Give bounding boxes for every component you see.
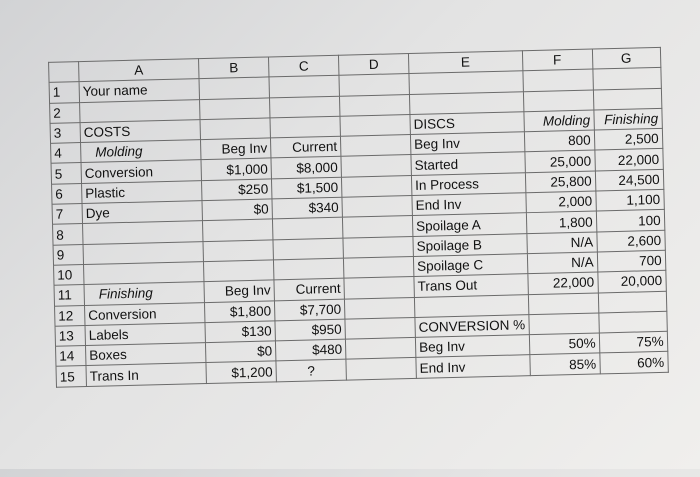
- cell-g7[interactable]: 1,100: [595, 189, 663, 211]
- cell-e14[interactable]: Beg Inv: [415, 335, 529, 358]
- cell-c5[interactable]: $8,000: [271, 157, 341, 179]
- cell-d8[interactable]: [342, 216, 412, 238]
- row-number[interactable]: 14: [56, 346, 86, 367]
- cell-f4[interactable]: 800: [524, 130, 594, 152]
- cell-b13[interactable]: $130: [205, 321, 275, 343]
- cell-e15[interactable]: End Inv: [416, 355, 530, 378]
- cell-g12[interactable]: [598, 291, 666, 313]
- cell-e2[interactable]: [409, 91, 523, 114]
- cell-d2[interactable]: [339, 94, 409, 116]
- row-number[interactable]: 10: [54, 265, 84, 286]
- cell-b8[interactable]: [202, 219, 272, 241]
- cell-b3[interactable]: [200, 118, 270, 140]
- cell-c1[interactable]: [269, 76, 339, 98]
- cell-f14[interactable]: 50%: [529, 333, 599, 355]
- cell-b2[interactable]: [200, 98, 270, 120]
- cell-a15[interactable]: Trans In: [86, 363, 206, 386]
- cell-g14[interactable]: 75%: [599, 331, 667, 353]
- cell-e9[interactable]: Spoilage B: [413, 233, 527, 256]
- cell-e8[interactable]: Spoilage A: [412, 213, 526, 236]
- row-number[interactable]: 15: [56, 366, 86, 387]
- cell-f8[interactable]: 1,800: [526, 211, 596, 233]
- row-number[interactable]: 7: [52, 204, 82, 225]
- cell-b14[interactable]: $0: [205, 341, 275, 363]
- cell-a1[interactable]: Your name: [79, 79, 199, 102]
- cell-b15[interactable]: $1,200: [206, 361, 276, 383]
- cell-g10[interactable]: 700: [597, 250, 665, 272]
- cell-f12[interactable]: [528, 293, 598, 315]
- cell-f9[interactable]: N/A: [526, 232, 596, 254]
- cell-e7[interactable]: End Inv: [412, 193, 526, 216]
- cell-d9[interactable]: [343, 236, 413, 258]
- row-number[interactable]: 13: [55, 325, 85, 346]
- cell-e4[interactable]: Beg Inv: [410, 132, 524, 155]
- cell-d11[interactable]: [344, 277, 414, 299]
- cell-c15[interactable]: ?: [276, 360, 346, 382]
- cell-e10[interactable]: Spoilage C: [413, 254, 527, 277]
- row-number[interactable]: 1: [49, 82, 79, 103]
- column-header-c[interactable]: C: [268, 55, 338, 77]
- cell-g6[interactable]: 24,500: [595, 169, 663, 191]
- column-header-d[interactable]: D: [338, 54, 408, 76]
- cell-g9[interactable]: 2,600: [596, 230, 664, 252]
- cell-e1[interactable]: [409, 71, 523, 94]
- cell-c10[interactable]: [273, 258, 343, 280]
- cell-b11[interactable]: Beg Inv: [204, 280, 274, 302]
- cell-c13[interactable]: $950: [275, 319, 345, 341]
- cell-f6[interactable]: 25,800: [525, 171, 595, 193]
- cell-g11[interactable]: 20,000: [597, 271, 665, 293]
- cell-b4[interactable]: Beg Inv: [201, 138, 271, 160]
- column-header-b[interactable]: B: [199, 57, 269, 79]
- row-number[interactable]: 3: [50, 122, 80, 143]
- spreadsheet-grid: [48, 47, 668, 388]
- cell-a14[interactable]: Boxes: [85, 343, 205, 366]
- cell-g1[interactable]: [592, 68, 660, 90]
- row-number[interactable]: 2: [50, 102, 80, 123]
- column-header-a[interactable]: A: [79, 59, 199, 82]
- cell-d3[interactable]: [340, 114, 410, 136]
- cell-d14[interactable]: [345, 338, 415, 360]
- cell-d15[interactable]: [346, 358, 416, 380]
- cell-b6[interactable]: $250: [201, 179, 271, 201]
- row-number[interactable]: 8: [53, 224, 83, 245]
- row-number[interactable]: 12: [55, 305, 85, 326]
- cell-e3[interactable]: DISCS: [410, 112, 524, 135]
- cell-d7[interactable]: [342, 196, 412, 218]
- cell-e13[interactable]: CONVERSION %: [415, 315, 529, 338]
- cell-c2[interactable]: [269, 96, 339, 118]
- cell-c3[interactable]: [270, 116, 340, 138]
- cell-a4[interactable]: Molding: [81, 140, 201, 163]
- grid-body: [49, 68, 668, 387]
- cell-d5[interactable]: [341, 155, 411, 177]
- cell-g2[interactable]: [593, 88, 661, 110]
- cell-c7[interactable]: $340: [272, 197, 342, 219]
- cell-f13[interactable]: [528, 313, 598, 335]
- cell-g8[interactable]: 100: [596, 210, 664, 232]
- row-number[interactable]: 6: [52, 183, 82, 204]
- cell-a13[interactable]: Labels: [85, 322, 205, 345]
- row-number[interactable]: 11: [54, 285, 84, 306]
- cell-d13[interactable]: [345, 317, 415, 339]
- cell-b1[interactable]: [199, 77, 269, 99]
- cell-b9[interactable]: [203, 240, 273, 262]
- cell-f5[interactable]: 25,000: [524, 151, 594, 173]
- cell-b12[interactable]: $1,800: [204, 300, 274, 322]
- cell-d4[interactable]: [340, 135, 410, 157]
- cell-d1[interactable]: [339, 74, 409, 96]
- cell-d10[interactable]: [343, 256, 413, 278]
- cell-b5[interactable]: $1,000: [201, 158, 271, 180]
- cell-e12[interactable]: [414, 294, 528, 317]
- cell-e6[interactable]: In Process: [411, 173, 525, 196]
- column-header-f[interactable]: F: [522, 49, 592, 71]
- cell-f11[interactable]: 22,000: [527, 272, 597, 294]
- cell-c4[interactable]: Current: [270, 136, 340, 158]
- column-header-e[interactable]: E: [408, 51, 522, 74]
- cell-c6[interactable]: $1,500: [271, 177, 341, 199]
- cell-a6[interactable]: Plastic: [82, 180, 202, 203]
- row-number[interactable]: 9: [53, 244, 83, 265]
- cell-c11[interactable]: Current: [274, 278, 344, 300]
- row-number[interactable]: 5: [51, 163, 81, 184]
- cell-g4[interactable]: 2,500: [594, 129, 662, 151]
- cell-a7[interactable]: Dye: [82, 201, 202, 224]
- cell-c8[interactable]: [272, 218, 342, 240]
- cell-f10[interactable]: N/A: [527, 252, 597, 274]
- row-number[interactable]: 4: [51, 143, 81, 164]
- cell-b10[interactable]: [203, 260, 273, 282]
- cell-f7[interactable]: 2,000: [525, 191, 595, 213]
- cell-e11[interactable]: Trans Out: [414, 274, 528, 297]
- cell-g15[interactable]: 60%: [599, 352, 667, 374]
- cell-a12[interactable]: Conversion: [85, 302, 205, 325]
- column-header-g[interactable]: G: [592, 47, 660, 69]
- cell-c14[interactable]: $480: [275, 339, 345, 361]
- cell-f15[interactable]: 85%: [529, 353, 599, 375]
- cell-f3[interactable]: Molding: [523, 110, 593, 132]
- cell-f2[interactable]: [523, 90, 593, 112]
- cell-d12[interactable]: [344, 297, 414, 319]
- cell-e5[interactable]: Started: [411, 152, 525, 175]
- cell-c12[interactable]: $7,700: [274, 299, 344, 321]
- cell-b7[interactable]: $0: [202, 199, 272, 221]
- cell-g3[interactable]: Finishing: [593, 108, 661, 130]
- cell-f1[interactable]: [522, 69, 592, 91]
- cell-a5[interactable]: Conversion: [81, 160, 201, 183]
- cell-g5[interactable]: 22,000: [594, 149, 662, 171]
- cell-a3[interactable]: COSTS: [80, 120, 200, 143]
- cell-d6[interactable]: [341, 175, 411, 197]
- cell-a11[interactable]: Finishing: [84, 282, 204, 305]
- corner-cell[interactable]: [49, 62, 79, 83]
- cell-c9[interactable]: [273, 238, 343, 260]
- cell-g13[interactable]: [598, 311, 666, 333]
